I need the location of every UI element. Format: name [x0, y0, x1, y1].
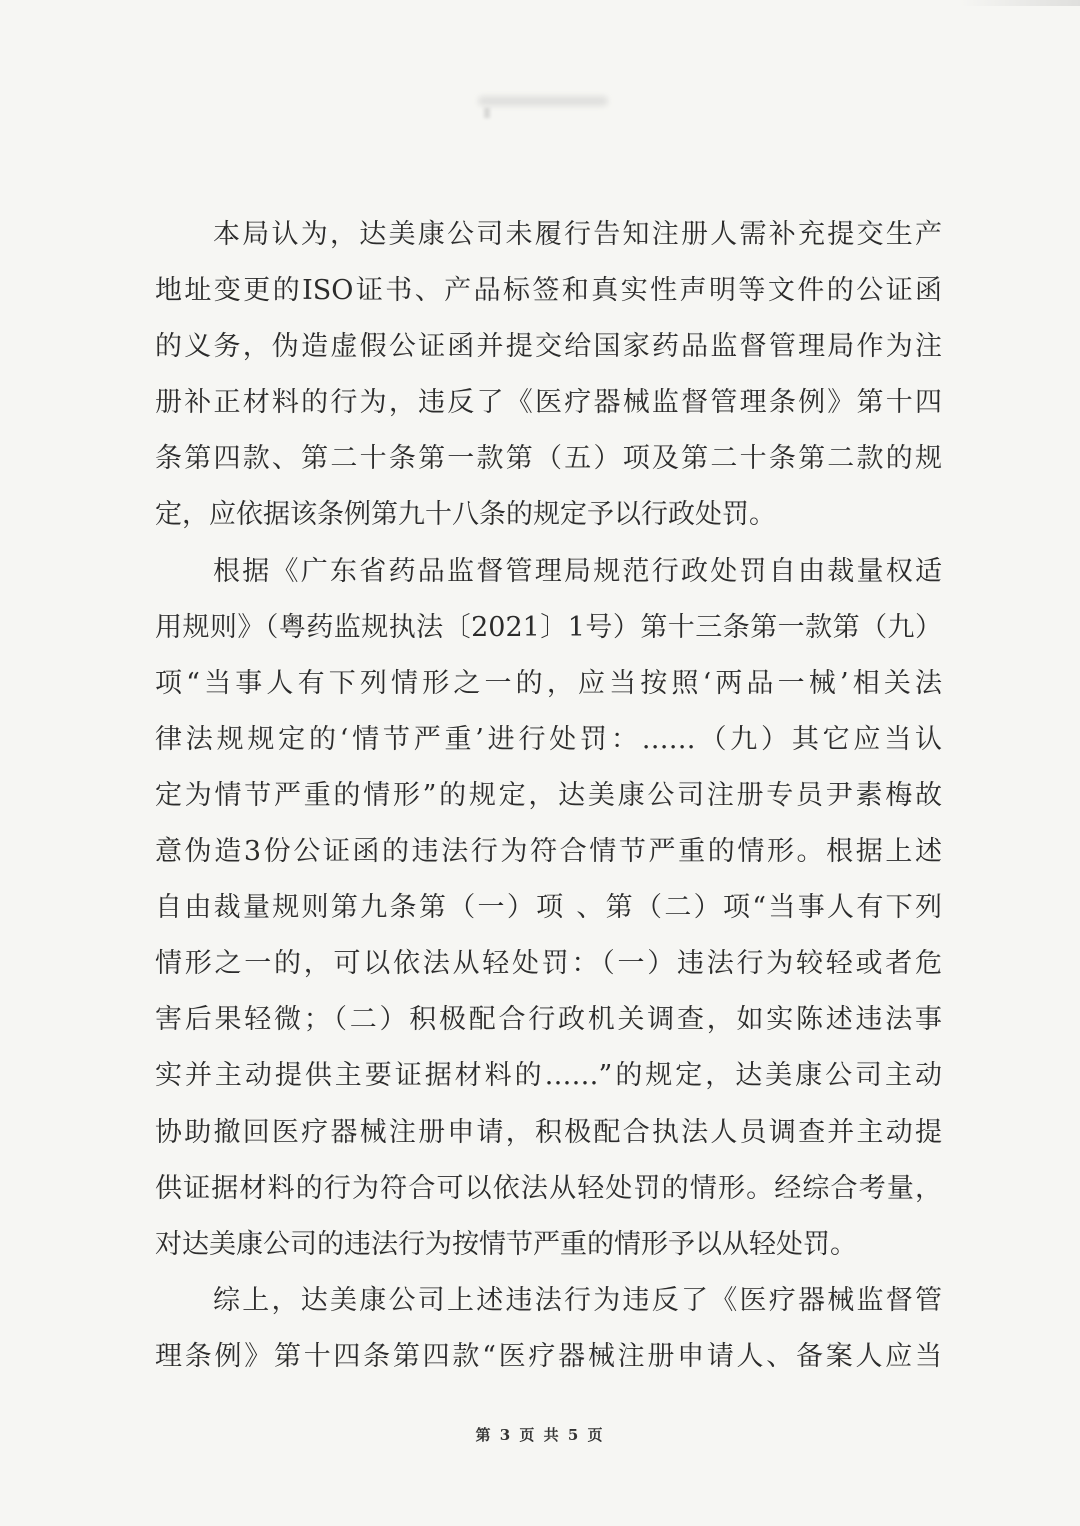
- paragraph-line: 害后果轻微；（二）积极配合行政机关调查，如实陈述违法事: [155, 1004, 942, 1036]
- page-number-footer: 第 3 页 共 5 页: [475, 1426, 605, 1444]
- paragraph-3: [155, 1273, 942, 1385]
- document-body: [155, 207, 942, 1385]
- paragraph-line: 实并主动提供主要证据材料的……”的规定，达美康公司主动: [155, 1060, 942, 1092]
- paragraph-line: 项“当事人有下列情形之一的，应当按照‘两品一械’相关法: [155, 667, 942, 699]
- scan-edge-shadow: [960, 0, 1080, 6]
- paragraph-line: 综上，达美康公司上述违法行为违反了《医疗器械监督管: [213, 1284, 942, 1316]
- paragraph-line: 的义务，伪造虚假公证函并提交给国家药品监督管理局作为注: [155, 331, 942, 363]
- scan-smudge: [478, 96, 608, 106]
- paragraph-line: 地址变更的ISO证书、产品标签和真实性声明等文件的公证函: [155, 275, 942, 307]
- paragraph-line: 定为情节严重的情形”的规定，达美康公司注册专员尹素梅故: [155, 779, 942, 811]
- paragraph-line: 定，应依据该条例第九十八条的规定予以行政处罚。: [155, 499, 776, 531]
- scan-smudge-mark: [484, 108, 490, 118]
- paragraph-line: 用规则》（粤药监规执法〔2021〕1号）第十三条第一款第（九）: [155, 611, 942, 643]
- paragraph-2: [155, 544, 942, 1273]
- paragraph-line: 供证据材料的行为符合可以依法从轻处罚的情形。经综合考量，: [155, 1172, 942, 1204]
- paragraph-line: 自由裁量规则第九条第（一）项 、第（二）项“当事人有下列: [155, 892, 942, 924]
- paragraph-line: 本局认为，达美康公司未履行告知注册人需补充提交生产: [213, 219, 942, 250]
- paragraph-line: 协助撤回医疗器械注册申请，积极配合执法人员调查并主动提: [155, 1116, 942, 1148]
- paragraph-line: 理条例》第十四条第四款“医疗器械注册申请人、备案人应当: [155, 1340, 942, 1372]
- paragraph-line: 册补正材料的行为，违反了《医疗器械监督管理条例》第十四: [155, 387, 942, 419]
- paragraph-line: 情形之一的，可以依法从轻处罚：（一）违法行为较轻或者危: [155, 948, 942, 980]
- paragraph-line: 律法规规定的‘情节严重’进行处罚：……（九）其它应当认: [155, 723, 942, 755]
- paragraph-1: [155, 207, 942, 544]
- paragraph-line: 根据《广东省药品监督管理局规范行政处罚自由裁量权适: [213, 555, 942, 587]
- paragraph-line: 意伪造3份公证函的违法行为符合情节严重的情形。根据上述: [155, 836, 942, 868]
- paragraph-line: 对达美康公司的违法行为按情节严重的情形予以从轻处罚。: [155, 1228, 857, 1260]
- paragraph-line: 条第四款、第二十条第一款第（五）项及第二十条第二款的规: [155, 443, 942, 475]
